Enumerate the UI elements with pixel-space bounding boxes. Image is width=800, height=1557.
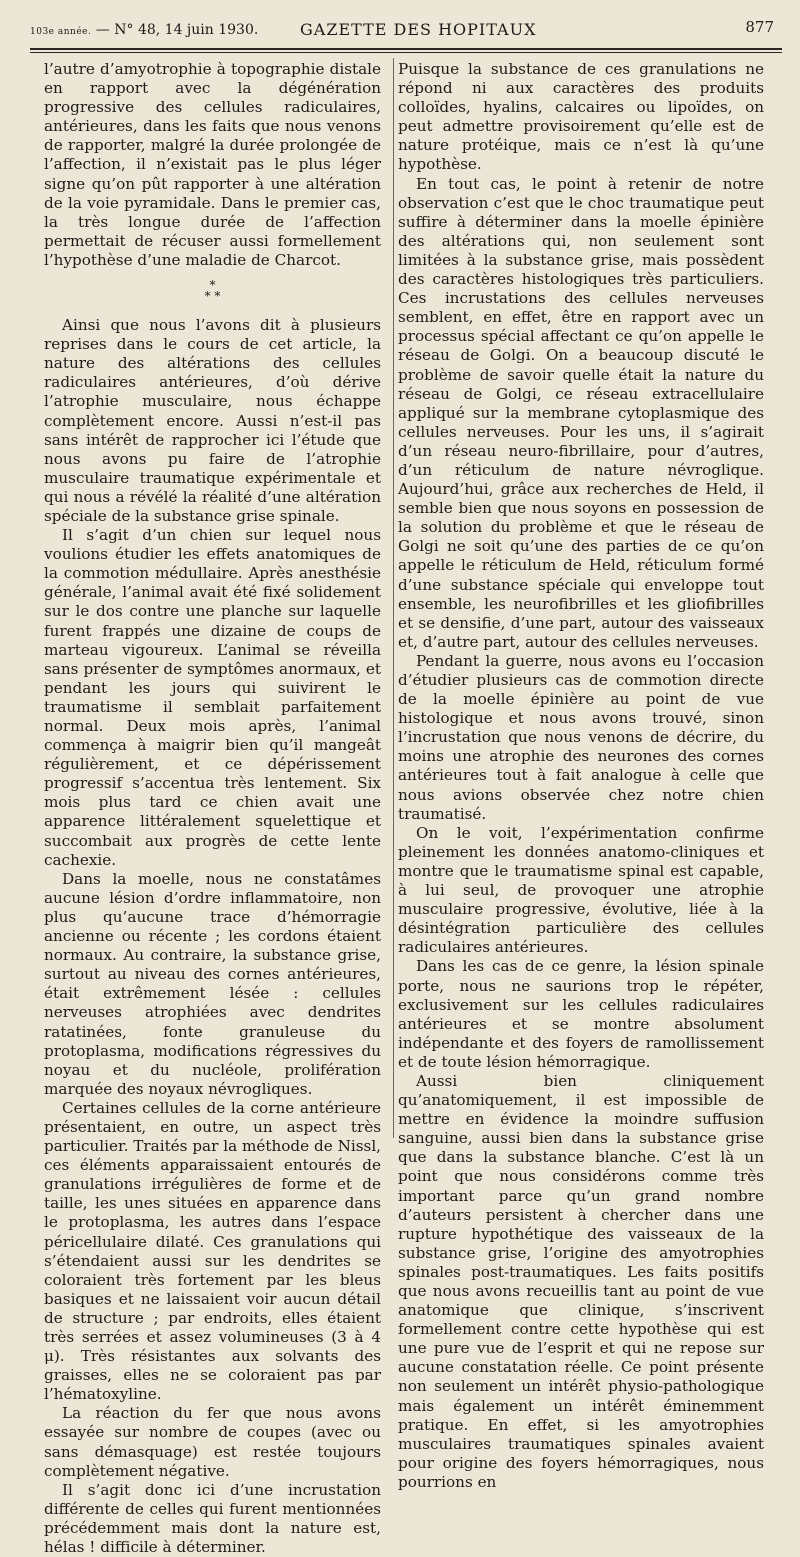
journal-title: GAZETTE DES HOPITAUX [300, 20, 537, 39]
left-column [44, 60, 381, 1557]
section-separator [44, 280, 381, 302]
paragraph: Pendant la guerre, nous avons eu l’occasion d’étudier plusieurs cas de commotion directe de la moelle épinière au point de vue histologique et nous avons trouvé, sinon l’incrustation que nous venons de décrire, du moins une atrophie des neurones des cornes antérieures tout à fait analogue à celle que nous avions observée chez notre chien traumatisé. [398, 651, 764, 823]
paragraph: Dans la moelle, nous ne constatâmes aucune lésion d’ordre inflammatoire, non plus qu’aucune trace d’hémorragie ancienne ou récente ; les cordons étaient normaux. Au contraire, la substance grise, surtout au niveau des cornes antérieures, était extrêmement lésée : cellules nerveuses atrophiées avec dendrites ratatinées, fonte granuleuse du protoplasma, modifications régressives du noyau et du nucléole, prolifération marquée des noyaux névrogliques. [44, 869, 381, 1098]
paragraph: Dans les cas de ce genre, la lésion spinale porte, nous ne saurions trop le répéter, exclusivement sur les cellules radiculaires antérieures et se montre absolument indépendante et des foyers de ramollissement et de toute lésion hémorragique. [398, 957, 764, 1071]
paragraph: En tout cas, le point à retenir de notre observation c’est que le choc traumatique peut suffire à déterminer dans la moelle épinière des altérations qui, non seulement sont limitées à la substance grise, mais possèdent des caractères histologiques très particuliers. Ces incrustations des cellules nerveuses semblent, en effet, être en rapport avec un processus spécial affectant ce qu’on appelle le réseau de Golgi. On a beaucoup discuté le problème de savoir quelle était la nature du réseau de Golgi, ce réseau extracellulaire appliqué sur la membrane cytoplasmique des cellules nerveuses. Pour les uns, il s’agirait d’un réseau neuro-fibrillaire, pour d’autres, d’un réticulum de nature névroglique. Aujourd’hui, grâce aux recherches de Held, il semble bien que nous soyons en possession de la solution du problème et que le réseau de Golgi ne soit qu’une des parties de ce qu’on appelle le réticulum de Held, réticulum formé d’une substance spéciale qui enveloppe tout ensemble, les neurofibrilles et les gliofibrilles et se densifie, d’une part, autour des vaisseaux et, d’autre part, autour des cellules nerveuses. [398, 174, 764, 651]
paragraph: La réaction du fer que nous avons essayée sur nombre de coupes (avec ou sans démasquage) est restée toujours complètement négative. [44, 1404, 381, 1480]
paragraph: Il s’agit d’un chien sur lequel nous voulions étudier les effets anatomiques de la commotion médullaire. Après anesthésie générale, l’animal avait été fixé solidement sur le dos contre une planche sur laquelle furent frappés une dizaine de coups de marteau vigoureux. L’animal se réveilla sans présenter de symptômes anormaux, et pendant les jours qui suivirent le traumatisme il semblait parfaitement normal. Deux mois après, l’animal commença à maigrir bien qu’il mangeât régulièrement, et ce dépérissement progressif s’accentua très lentement. Six mois plus tard ce chien avait une apparence littéralement squelettique et succombait aux progrès de cette lente cachexie. [44, 526, 381, 869]
right-column [398, 60, 764, 1492]
year-label: 103e année. [30, 27, 92, 37]
column-divider [393, 58, 394, 1138]
issue-number-date: — N° 48, 14 juin 1930. [95, 22, 259, 38]
paragraph: On le voit, l’expérimentation confirme pleinement les données anatomo-cliniques et montre que le traumatisme spinal est capable, à lui seul, de provoquer une atrophie musculaire progressive, évolutive, liée à la désintégration particulière des cellules radiculaires antérieures. [398, 823, 764, 957]
page-number: 877 [745, 18, 774, 36]
paragraph: Certaines cellules de la corne antérieure présentaient, en outre, un aspect très particulier. Traités par la méthode de Nissl, ces éléments apparaissaient entourés de granulations irrégulières de forme et de taille, les unes situées en apparence dans le protoplasma, les autres dans l’espace péricellulaire dilaté. Ces granulations qui s’étendaient aussi sur les dendrites se coloraient très fortement par les bleus basiques et ne laissaient voir aucun détail de structure ; par endroits, elles étaient très serrées et assez volumineuses (3 à 4 μ). Très résistantes aux solvants des graisses, elles ne se coloraient pas par l’hématoxyline. [44, 1098, 381, 1404]
asterisk-bottom: * * [204, 289, 221, 304]
header-rule [30, 48, 782, 50]
paragraph: Ainsi que nous l’avons dit à plusieurs reprises dans le cours de cet article, la nature des altérations des cellules radiculaires antérieures, d’où dérive l’atrophie musculaire, nous échappe complètement encore. Aussi n’est-il pas sans intérêt de rapprocher ici l’étude que nous avons pu faire de l’atrophie musculaire traumatique expérimentale et qui nous a révélé la réalité d’une altération spéciale de la substance grise spinale. [44, 316, 381, 525]
paragraph: l’autre d’amyotrophie à topographie distale en rapport avec la dégénération progressive des cellules radiculaires, antérieures, dans les faits que nous venons de rapporter, malgré la durée prolongée de l’affection, il n’existait pas le plus léger signe qu’on pût rapporter à une altération de la voie pyramidale. Dans le premier cas, la très longue durée de l’affection permettait de récuser aussi formellement l’hypothèse d’une maladie de Charcot. [44, 60, 381, 269]
asterisk-top: * [209, 278, 216, 293]
paragraph: Il s’agit donc ici d’une incrustation différente de celles qui furent mentionnées précédemment mais dont la nature est, hélas ! difficile à déterminer. [44, 1480, 381, 1557]
paragraph: Puisque la substance de ces granulations ne répond ni aux caractères des produits colloïdes, hyalins, calcaires ou lipoïdes, on peut admettre provisoirement qu’elle est de nature protéique, mais ce n’est là qu’une hypothèse. [398, 60, 764, 174]
page-header [30, 12, 780, 52]
issue-info [30, 22, 258, 38]
paragraph: Aussi bien cliniquement qu’anatomiquement, il est impossible de mettre en évidence la moindre suffusion sanguine, aussi bien dans la substance grise que dans la substance blanche. C’est là un point que nous considérons comme très important parce qu’un grand nombre d’auteurs persistent à chercher dans une rupture hypothétique des vaisseaux de la substance grise, l’origine des amyotrophies spinales post-traumatiques. Les faits positifs que nous avons recueillis tant au point de vue anatomique que clinique, s’inscrivent formellement contre cette hypothèse qui est une pure vue de l’esprit et qui ne repose sur aucune constatation réelle. Ce point présente non seulement un intérêt physio-pathologique mais également un intérêt éminemment pratique. En effet, si les amyotrophies musculaires traumatiques spinales avaient pour origine des foyers hémorragiques, nous pourrions en [398, 1071, 764, 1491]
header-rule-thin [30, 52, 782, 53]
